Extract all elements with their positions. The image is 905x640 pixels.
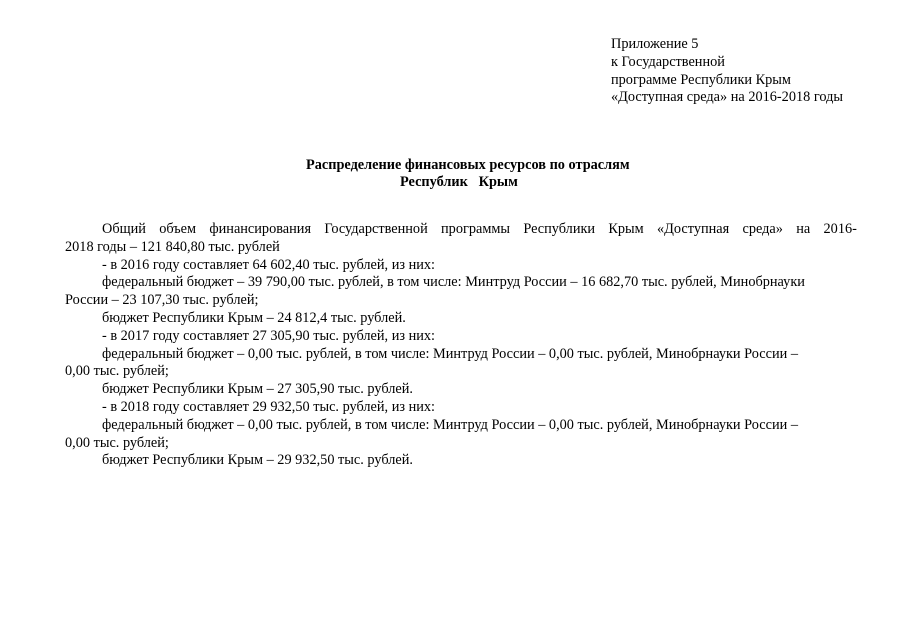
appendix-block [611,36,891,107]
appendix-number: Приложение 5 [611,36,699,52]
word: объем [159,221,197,237]
year-2018-crimea: бюджет Республики Крым – 29 932,50 тыс. рублей. [102,452,413,469]
document-body [65,221,857,470]
year-2016-crimea: бюджет Республики Крым – 24 812,4 тыс. рублей. [102,309,406,326]
word: Государственной [324,221,428,237]
appendix-program: программе Республики Крым [611,71,791,88]
word: программы [441,221,511,237]
year-2017-federal: федеральный бюджет – 0,00 тыс. рублей, в том числе: Минтруд России – 0,00 тыс. рублей, Минобрнауки России – [102,345,798,362]
word: 2016- [823,221,857,237]
year-2018-total: - в 2018 году составляет 29 932,50 тыс. рублей, из них: [102,398,435,415]
year-2018-federal: федеральный бюджет – 0,00 тыс. рублей, в том числе: Минтруд России – 0,00 тыс. рублей, Минобрнауки России – [102,416,798,433]
word: среда» [742,221,783,237]
word: на [796,221,811,237]
year-2018-federal-continuation: 0,00 тыс. рублей; [65,434,169,451]
year-2016-federal-continuation: России – 23 107,30 тыс. рублей; [65,292,259,309]
appendix-program-name: «Доступная среда» на 2016-2018 годы [611,89,843,106]
word: «Доступная [657,221,730,237]
year-2017-total: - в 2017 году составляет 27 305,90 тыс. рублей, из них: [102,327,435,344]
total-funding-line [65,221,857,239]
word: финансирования [209,221,312,237]
appendix-reference: к Государственной [611,53,725,70]
year-2016-total: - в 2016 году составляет 64 602,40 тыс. рублей, из них: [102,256,435,273]
word: Крым [608,221,644,237]
total-funding-continuation: 2018 годы – 121 840,80 тыс. рублей [65,238,280,255]
document-title: Распределение финансовых ресурсов по отраслям [306,157,630,173]
year-2017-federal-continuation: 0,00 тыс. рублей; [65,363,169,380]
year-2016-federal: федеральный бюджет – 39 790,00 тыс. рублей, в том числе: Минтруд России – 16 682,70 тыс. рублей, Минобрнауки [102,274,805,291]
word: Республики [523,221,596,237]
year-2017-crimea: бюджет Республики Крым – 27 305,90 тыс. рублей. [102,381,413,398]
document-subtitle: Республик Крым [400,174,518,190]
word: Общий [102,221,146,237]
